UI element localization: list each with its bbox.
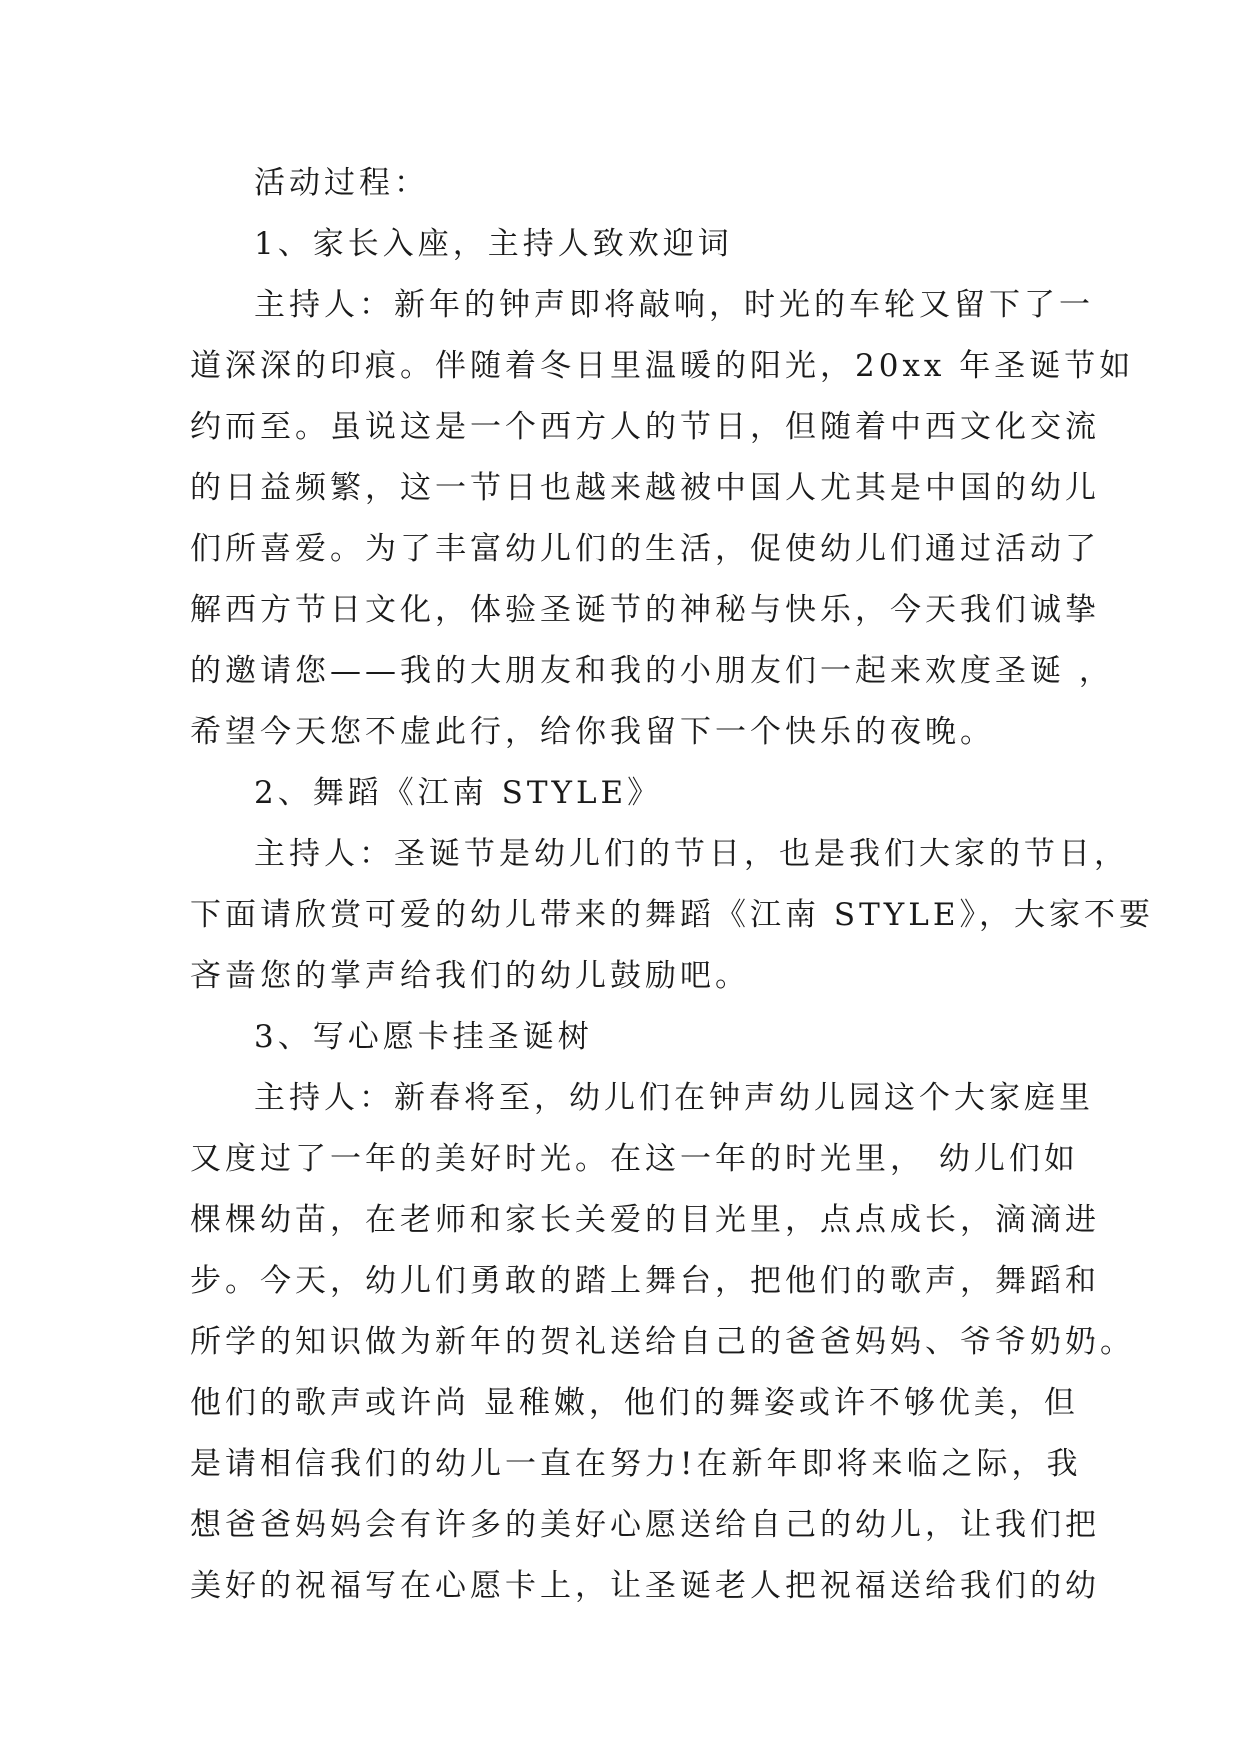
section-heading: 活动过程： — [254, 165, 429, 201]
paragraph-line: 是请相信我们的幼儿一直在努力!在新年即将来临之际，我 — [190, 1446, 1082, 1482]
paragraph-line: 吝啬您的掌声给我们的幼儿鼓励吧。 — [190, 958, 750, 994]
paragraph-line: 主持人：圣诞节是幼儿们的节日，也是我们大家的节日， — [254, 836, 1129, 872]
step-3-heading: 3、写心愿卡挂圣诞树 — [254, 1019, 593, 1055]
step-2-heading: 2、舞蹈《江南 STYLE》 — [254, 775, 663, 811]
paragraph-line: 主持人：新春将至，幼儿们在钟声幼儿园这个大家庭里 — [254, 1080, 1094, 1116]
paragraph-line: 的邀请您——我的大朋友和我的小朋友们一起来欢度圣诞 ， — [190, 653, 1114, 689]
paragraph-line: 道深深的印痕。伴随着冬日里温暖的阳光，20xx 年圣诞节如 — [190, 348, 1135, 384]
paragraph-line: 步。今天，幼儿们勇敢的踏上舞台，把他们的歌声，舞蹈和 — [190, 1263, 1100, 1299]
paragraph-line: 们所喜爱。为了丰富幼儿们的生活，促使幼儿们通过活动了 — [190, 531, 1100, 567]
paragraph-line: 又度过了一年的美好时光。在这一年的时光里， 幼儿们如 — [190, 1141, 1079, 1177]
paragraph-line: 主持人：新年的钟声即将敲响，时光的车轮又留下了一 — [254, 287, 1094, 323]
paragraph-line: 所学的知识做为新年的贺礼送给自己的爸爸妈妈、爷爷奶奶。 — [190, 1324, 1135, 1360]
document-body — [190, 153, 1154, 1617]
paragraph-line: 下面请欣赏可爱的幼儿带来的舞蹈《江南 STYLE》，大家不要 — [190, 897, 1154, 933]
paragraph-line: 美好的祝福写在心愿卡上，让圣诞老人把祝福送给我们的幼 — [190, 1568, 1100, 1604]
paragraph-line: 解西方节日文化，体验圣诞节的神秘与快乐，今天我们诚挚 — [190, 592, 1100, 628]
paragraph-line: 想爸爸妈妈会有许多的美好心愿送给自己的幼儿，让我们把 — [190, 1507, 1100, 1543]
paragraph-line: 约而至。虽说这是一个西方人的节日，但随着中西文化交流 — [190, 409, 1100, 445]
paragraph-line: 的日益频繁，这一节日也越来越被中国人尤其是中国的幼儿 — [190, 470, 1100, 506]
paragraph-line: 他们的歌声或许尚 显稚嫩，他们的舞姿或许不够优美，但 — [190, 1385, 1079, 1421]
step-1-heading: 1、家长入座，主持人致欢迎词 — [254, 226, 733, 262]
paragraph-line: 希望今天您不虚此行，给你我留下一个快乐的夜晚。 — [190, 714, 995, 750]
paragraph-line: 棵棵幼苗，在老师和家长关爱的目光里，点点成长，滴滴进 — [190, 1202, 1100, 1238]
